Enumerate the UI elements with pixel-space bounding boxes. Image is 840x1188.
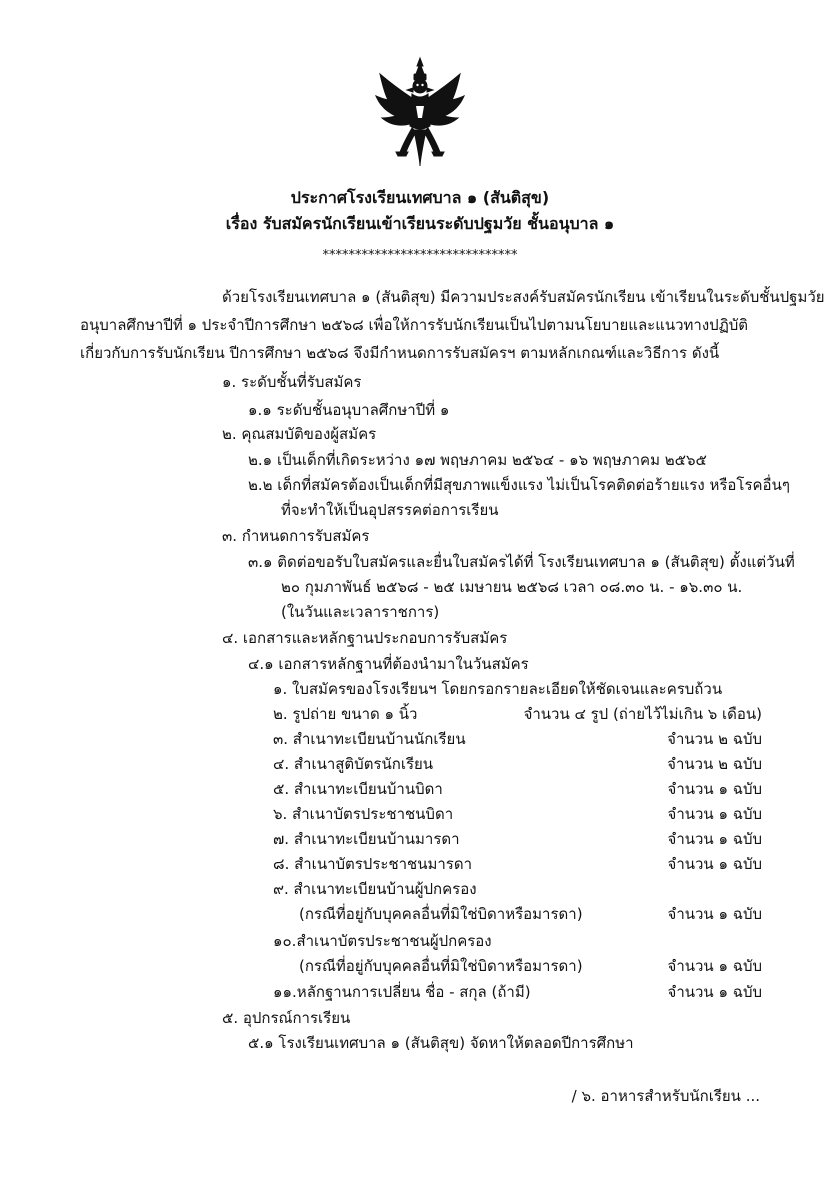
section-3-item-1-line-1: ๓.๑ ติดต่อขอรับใบสมัครและยื่นใบสมัครได้ที่ โรงเรียนเทศบาล ๑ (สันติสุข) ตั้งแต่วันที่ <box>248 553 795 571</box>
section-4-heading: ๔. เอกสารและหลักฐานประกอบการรับสมัคร <box>222 629 508 647</box>
header-separator: ****************************** <box>322 248 518 263</box>
intro-line-2: อนุบาลศึกษาปีที่ ๑ ประจำปีการศึกษา ๒๕๖๘ เพื่อให้การรับนักเรียนเป็นไปตามนโยบายและแนวทางปฏิบัติ <box>80 316 749 334</box>
section-3-item-1-line-3: (ในวันและเวลาราชการ) <box>281 603 440 621</box>
section-2-item-2-line-1: ๒.๒ เด็กที่สมัครต้องเป็นเด็กที่มีสุขภาพแข็งแรง ไม่เป็นโรคติดต่อร้ายแรง หรือโรคอื่นๆ <box>248 476 790 494</box>
section-1-heading: ๑. ระดับชั้นที่รับสมัคร <box>222 373 362 391</box>
doc-item-label: ๖. สำเนาบัตรประชาชนบิดา <box>273 805 454 823</box>
section-3-heading: ๓. กำหนดการรับสมัคร <box>222 527 370 545</box>
doc-item-label: ๑๐.สำเนาบัตรประชาชนผู้ปกครอง <box>273 932 492 950</box>
announcement-subject: เรื่อง รับสมัครนักเรียนเข้าเรียนระดับปฐมวัย ชั้นอนุบาล ๑ <box>225 214 615 233</box>
doc-item-qty: จำนวน ๒ ฉบับ <box>667 730 762 748</box>
section-5-item-1: ๕.๑ โรงเรียนเทศบาล ๑ (สันติสุข) จัดหาให้ตลอดปีการศึกษา <box>248 1034 634 1052</box>
page-continuation: / ๖. อาหารสำหรับนักเรียน ... <box>571 1087 760 1105</box>
announcement-title: ประกาศโรงเรียนเทศบาล ๑ (สันติสุข) <box>290 188 550 207</box>
garuda-emblem-icon <box>374 56 466 168</box>
doc-item-label: ๑๑.หลักฐานการเปลี่ยน ชื่อ - สกุล (ถ้ามี) <box>273 983 531 1001</box>
doc-item-qty: จำนวน ๑ ฉบับ <box>667 780 762 798</box>
doc-item-label: ๕. สำเนาทะเบียนบ้านบิดา <box>273 780 443 798</box>
section-5-heading: ๕. อุปกรณ์การเรียน <box>222 1009 351 1027</box>
doc-item-qty: จำนวน ๔ รูป (ถ่ายไว้ไม่เกิน ๖ เดือน) <box>523 705 762 723</box>
doc-item-label: ๓. สำเนาทะเบียนบ้านนักเรียน <box>273 730 466 748</box>
doc-item-label: ๔. สำเนาสูติบัตรนักเรียน <box>273 755 434 773</box>
section-1-item-1: ๑.๑ ระดับชั้นอนุบาลศึกษาปีที่ ๑ <box>248 401 450 419</box>
doc-item-qty: จำนวน ๑ ฉบับ <box>667 983 762 1001</box>
section-3-item-1-line-2: ๒๐ กุมภาพันธ์ ๒๕๖๘ - ๒๕ เมษายน ๒๕๖๘ เวลา ๐๘.๓๐ น. - ๑๖.๓๐ น. <box>281 578 743 596</box>
intro-line-1: ด้วยโรงเรียนเทศบาล ๑ (สันติสุข) มีความประสงค์รับสมัครนักเรียน เข้าเรียนในระดับชั้นปฐมวัย <box>222 288 825 306</box>
doc-item-qty: จำนวน ๑ ฉบับ <box>667 805 762 823</box>
doc-item-label: ๙. สำเนาทะเบียนบ้านผู้ปกครอง <box>273 880 477 898</box>
doc-item-qty: จำนวน ๑ ฉบับ <box>667 855 762 873</box>
intro-line-3: เกี่ยวกับการรับนักเรียน ปีการศึกษา ๒๕๖๘ จึงมีกำหนดการรับสมัครฯ ตามหลักเกณฑ์และวิธีการ ดังนี้ <box>80 344 720 362</box>
doc-item-label: ๗. สำเนาทะเบียนบ้านมารดา <box>273 830 460 848</box>
section-2-item-2-line-2: ที่จะทำให้เป็นอุปสรรคต่อการเรียน <box>281 501 499 519</box>
doc-item-label: ๑. ใบสมัครของโรงเรียนฯ โดยกรอกรายละเอียดให้ชัดเจนและครบถ้วน <box>273 680 723 698</box>
section-4-sub-1: ๔.๑ เอกสารหลักฐานที่ต้องนำมาในวันสมัคร <box>248 655 529 673</box>
doc-item-qty: จำนวน ๑ ฉบับ <box>667 905 762 923</box>
doc-item-qty: จำนวน ๑ ฉบับ <box>667 830 762 848</box>
doc-item-label: ๘. สำเนาบัตรประชาชนมารดา <box>273 855 473 873</box>
doc-item-qty: จำนวน ๒ ฉบับ <box>667 755 762 773</box>
doc-item-label: (กรณีที่อยู่กับบุคคลอื่นที่มิใช่บิดาหรือมารดา) <box>299 957 583 975</box>
section-2-item-1: ๒.๑ เป็นเด็กที่เกิดระหว่าง ๑๗ พฤษภาคม ๒๕๖๔ - ๑๖ พฤษภาคม ๒๕๖๕ <box>248 451 707 469</box>
doc-item-qty: จำนวน ๑ ฉบับ <box>667 957 762 975</box>
section-2-heading: ๒. คุณสมบัติของผู้สมัคร <box>222 425 377 443</box>
doc-item-label: (กรณีที่อยู่กับบุคคลอื่นที่มิใช่บิดาหรือมารดา) <box>299 905 583 923</box>
doc-item-label: ๒. รูปถ่าย ขนาด ๑ นิ้ว <box>273 705 418 723</box>
